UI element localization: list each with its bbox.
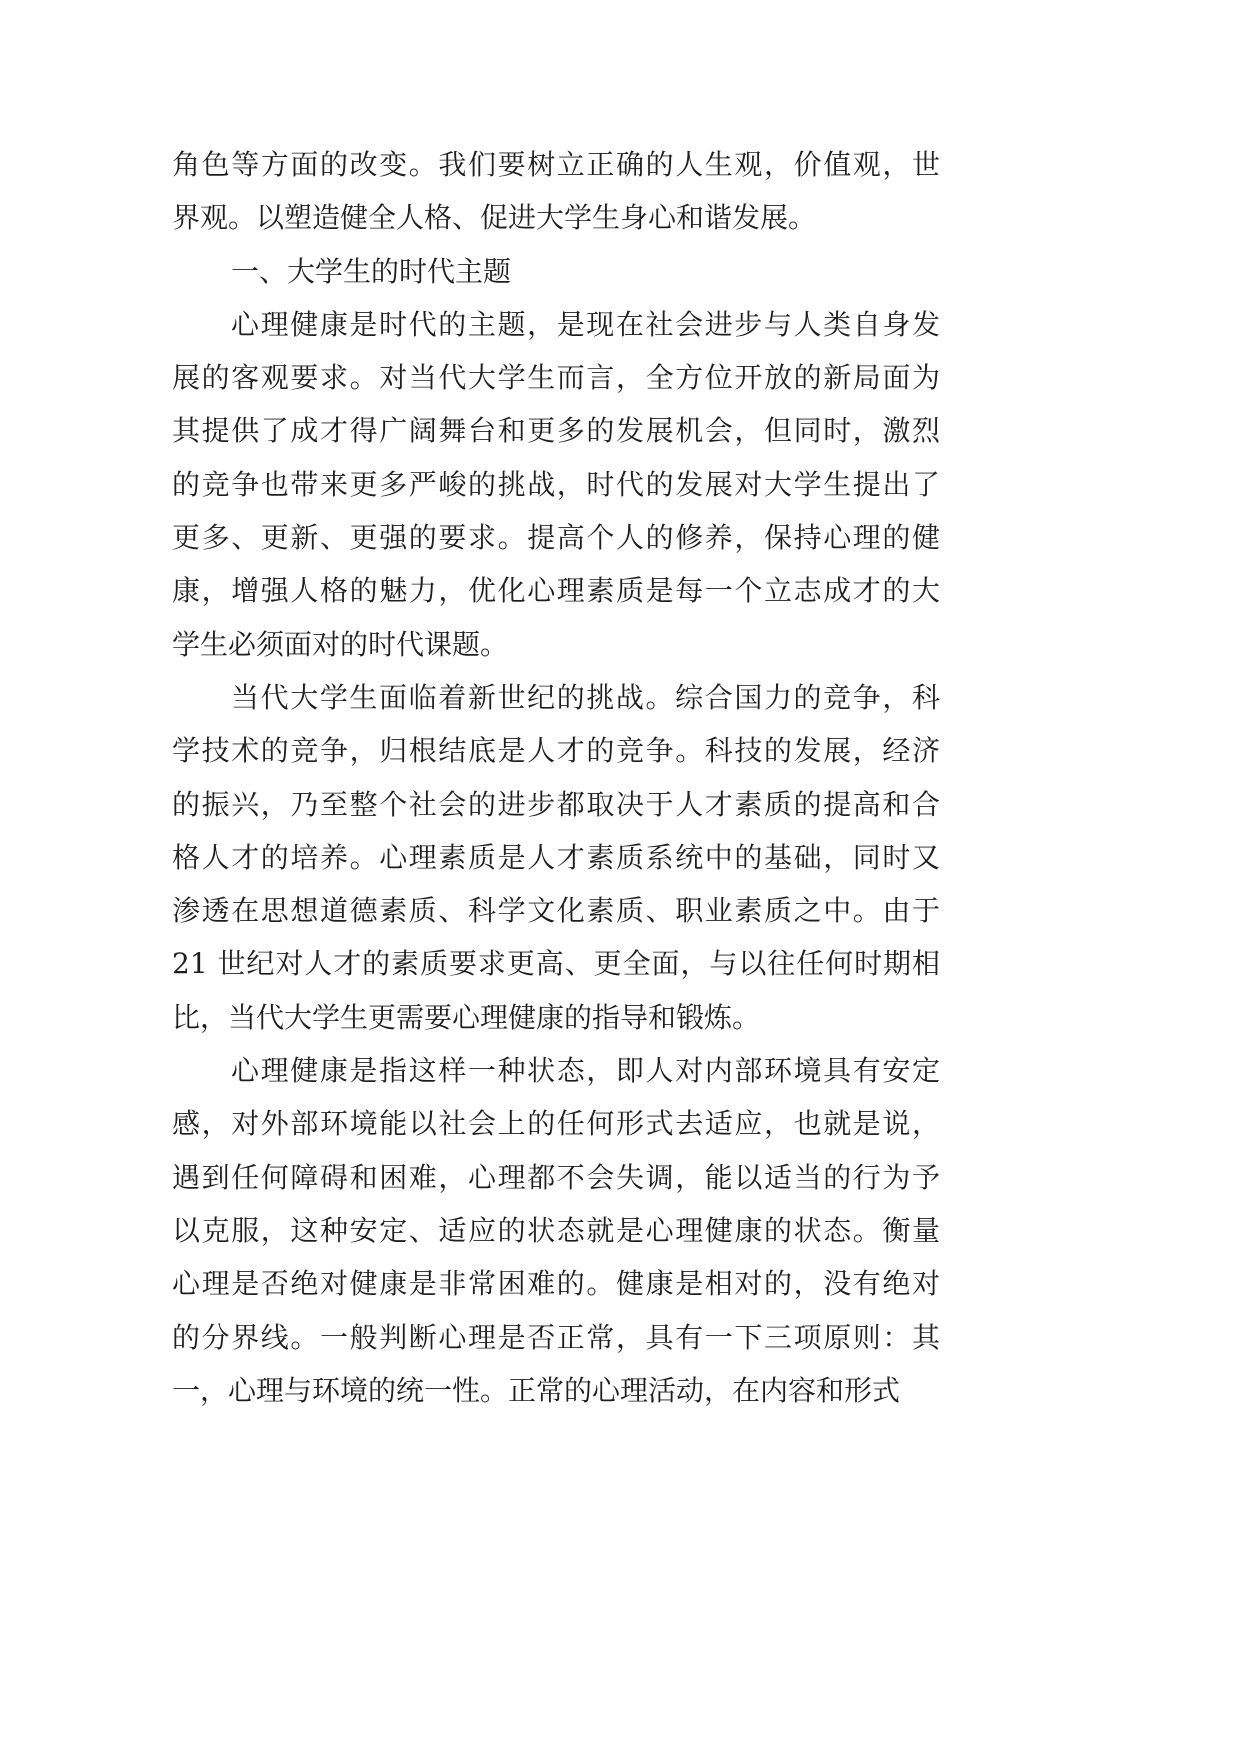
text-line: 以克服，这种安定、适应的状态就是心理健康的状态。衡量 <box>172 1213 940 1247</box>
text-line: 当代大学生面临着新世纪的挑战。综合国力的竞争，科 <box>231 680 940 714</box>
text-line: 渗透在思想道德素质、科学文化素质、职业素质之中。由于 <box>172 894 940 928</box>
text-line: 康，增强人格的魅力，优化心理素质是每一个立志成才的大 <box>172 574 940 608</box>
text-line: 心理健康是时代的主题，是现在社会进步与人类自身发 <box>231 307 940 341</box>
text-line: 一，心理与环境的统一性。正常的心理活动，在内容和形式 <box>172 1373 901 1407</box>
section-heading-text: 一、大学生的时代主题 <box>231 254 512 288</box>
paragraph <box>172 1044 940 1417</box>
continued-paragraph <box>172 138 940 245</box>
text-line: 的分界线。一般判断心理是否正常，具有一下三项原则：其 <box>172 1320 940 1354</box>
text-line: 学生必须面对的时代课题。 <box>172 627 509 661</box>
text-line: 界观。以塑造健全人格、促进大学生身心和谐发展。 <box>172 201 817 235</box>
text-line: 心理健康是指这样一种状态，即人对内部环境具有安定 <box>231 1054 940 1088</box>
text-line: 的竞争也带来更多严峻的挑战，时代的发展对大学生提出了 <box>172 467 940 501</box>
text-line: 遇到任何障碍和困难，心理都不会失调，能以适当的行为予 <box>172 1160 940 1194</box>
text-line: 格人才的培养。心理素质是人才素质系统中的基础，同时又 <box>172 840 940 874</box>
text-line: 的振兴，乃至整个社会的进步都取决于人才素质的提高和合 <box>172 787 940 821</box>
paragraph <box>172 671 940 1044</box>
text-line: 心理是否绝对健康是非常困难的。健康是相对的，没有绝对 <box>172 1267 940 1301</box>
text-line: 比，当代大学生更需要心理健康的指导和锻炼。 <box>172 1000 761 1034</box>
text-line: 展的客观要求。对当代大学生而言，全方位开放的新局面为 <box>172 361 940 395</box>
text-line: 学技术的竞争，归根结底是人才的竞争。科技的发展，经济 <box>172 734 940 768</box>
text-line: 21 世纪对人才的素质要求更高、更全面，与以往任何时期相 <box>172 947 940 981</box>
text-line: 角色等方面的改变。我们要树立正确的人生观，价值观，世 <box>172 148 940 181</box>
section-heading <box>172 245 940 298</box>
text-line: 感，对外部环境能以社会上的任何形式去适应，也就是说， <box>172 1107 940 1141</box>
text-line: 其提供了成才得广阔舞台和更多的发展机会，但同时，激烈 <box>172 414 940 448</box>
paragraph <box>172 298 940 671</box>
document-body <box>172 138 940 1417</box>
text-line: 更多、更新、更强的要求。提高个人的修养，保持心理的健 <box>172 521 940 555</box>
